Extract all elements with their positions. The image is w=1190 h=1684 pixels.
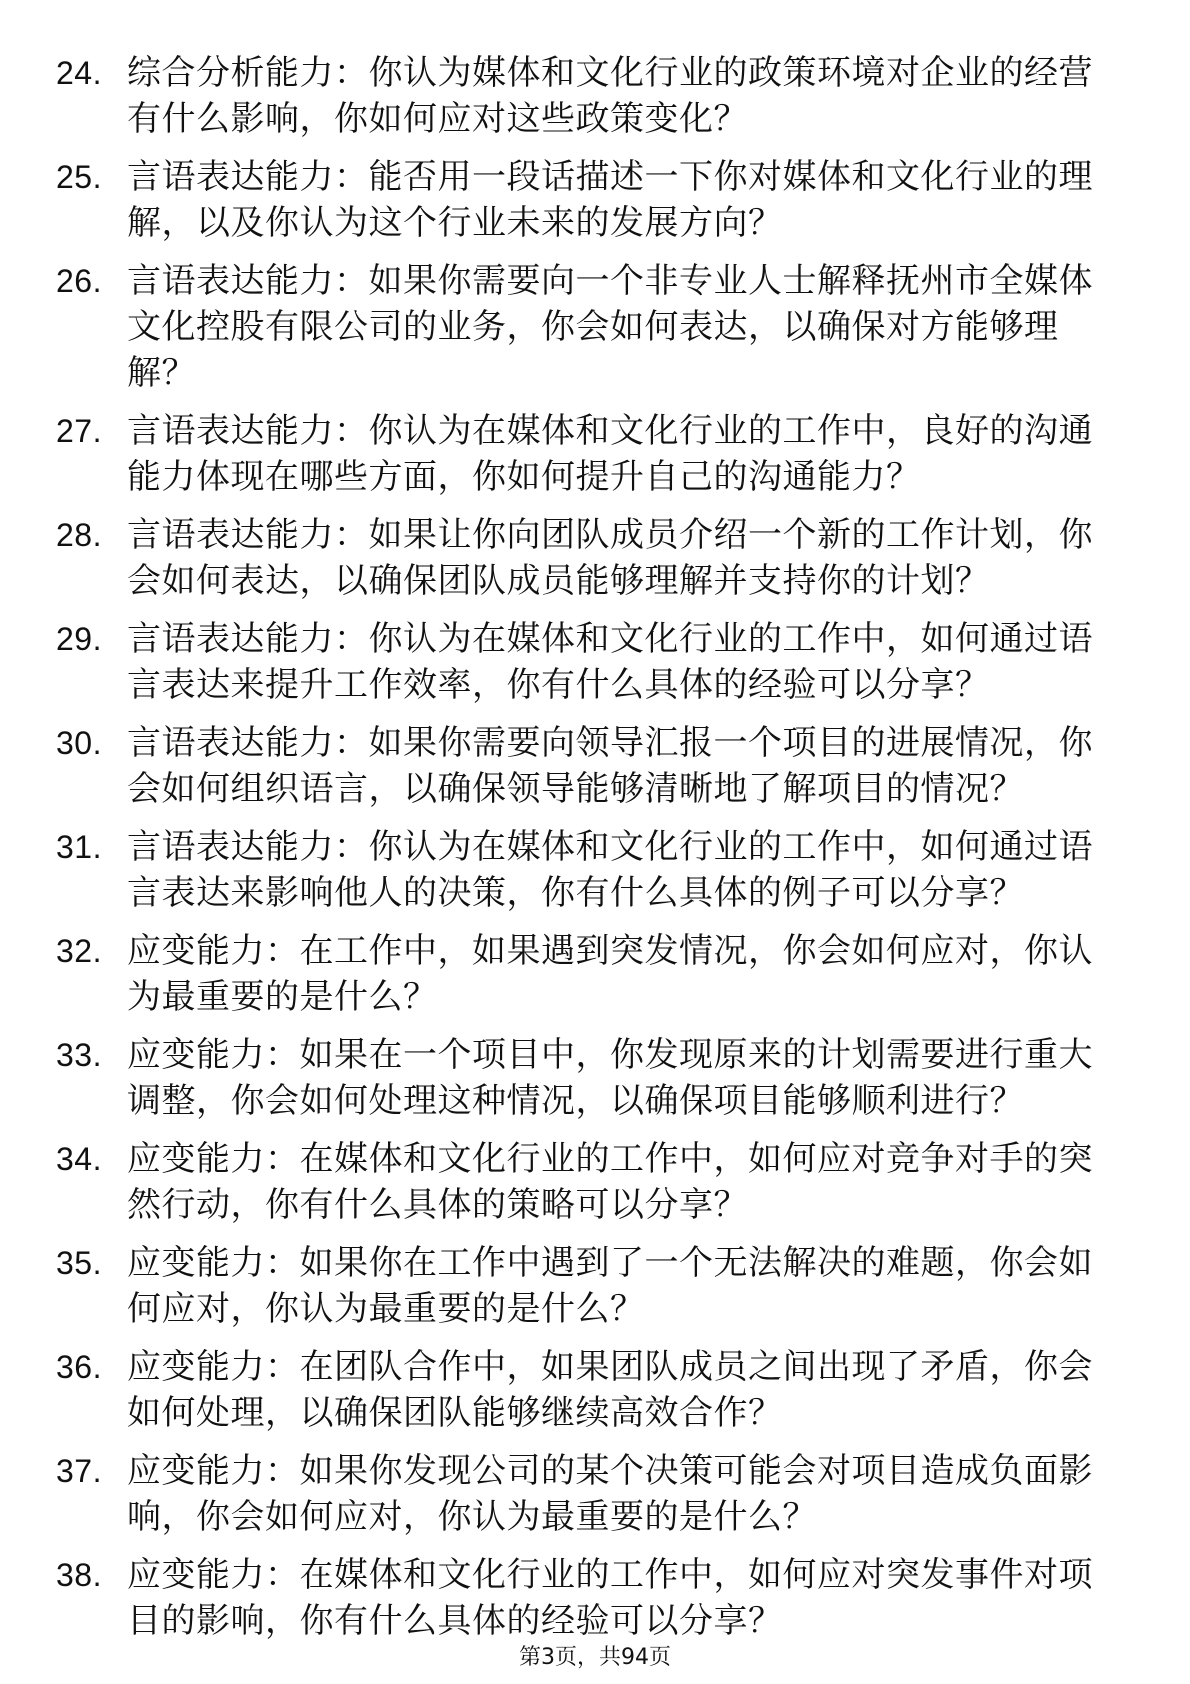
question-text: 言语表达能力：你认为在媒体和文化行业的工作中，如何通过语言表达来提升工作效率，你有什么具体的经验可以分享？ — [127, 619, 1093, 705]
question-text: 言语表达能力：你认为在媒体和文化行业的工作中，良好的沟通能力体现在哪些方面，你如何提升自己的沟通能力？ — [127, 411, 1093, 497]
question-item — [0, 1240, 1117, 1332]
question-item — [0, 50, 1117, 142]
question-text: 综合分析能力：你认为媒体和文化行业的政策环境对企业的经营有什么影响，你如何应对这些政策变化？ — [127, 53, 1093, 139]
question-text: 应变能力：如果你发现公司的某个决策可能会对项目造成负面影响，你会如何应对，你认为最重要的是什么？ — [127, 1451, 1093, 1537]
question-number: 25. — [56, 159, 102, 195]
question-text: 应变能力：在团队合作中，如果团队成员之间出现了矛盾，你会如何处理，以确保团队能够继续高效合作？ — [127, 1347, 1093, 1433]
question-text: 应变能力：在工作中，如果遇到突发情况，你会如何应对，你认为最重要的是什么？ — [127, 931, 1093, 1017]
question-text: 应变能力：如果你在工作中遇到了一个无法解决的难题，你会如何应对，你认为最重要的是什么？ — [127, 1243, 1093, 1329]
question-number: 31. — [56, 829, 102, 865]
question-item — [0, 824, 1117, 916]
question-number: 37. — [56, 1453, 102, 1489]
question-text: 言语表达能力：如果让你向团队成员介绍一个新的工作计划，你会如何表达，以确保团队成员能够理解并支持你的计划？ — [127, 515, 1093, 601]
page-number-label: 第3页，共94页 — [519, 1645, 671, 1670]
question-item — [0, 408, 1117, 500]
question-item — [0, 512, 1117, 604]
question-item — [0, 1136, 1117, 1228]
question-text: 应变能力：如果在一个项目中，你发现原来的计划需要进行重大调整，你会如何处理这种情况，以确保项目能够顺利进行？ — [127, 1035, 1093, 1121]
question-number: 33. — [56, 1037, 102, 1073]
question-item — [0, 720, 1117, 812]
question-text: 言语表达能力：能否用一段话描述一下你对媒体和文化行业的理解，以及你认为这个行业未来的发展方向？ — [127, 157, 1093, 243]
question-number: 36. — [56, 1349, 102, 1385]
question-text: 言语表达能力：如果你需要向一个非专业人士解释抚州市全媒体文化控股有限公司的业务，你会如何表达，以确保对方能够理解？ — [127, 261, 1093, 393]
question-number: 32. — [56, 933, 102, 969]
question-number: 30. — [56, 725, 102, 761]
question-item — [0, 1032, 1117, 1124]
question-item — [0, 928, 1117, 1020]
question-text: 言语表达能力：如果你需要向领导汇报一个项目的进展情况，你会如何组织语言，以确保领导能够清晰地了解项目的情况？ — [127, 723, 1093, 809]
page-footer — [0, 1640, 1190, 1671]
question-text: 言语表达能力：你认为在媒体和文化行业的工作中，如何通过语言表达来影响他人的决策，你有什么具体的例子可以分享？ — [127, 827, 1093, 913]
question-text: 应变能力：在媒体和文化行业的工作中，如何应对突发事件对项目的影响，你有什么具体的经验可以分享？ — [127, 1555, 1093, 1641]
question-item — [0, 1344, 1117, 1436]
question-number: 27. — [56, 413, 102, 449]
question-number: 34. — [56, 1141, 102, 1177]
question-text: 应变能力：在媒体和文化行业的工作中，如何应对竞争对手的突然行动，你有什么具体的策略可以分享？ — [127, 1139, 1093, 1225]
question-number: 26. — [56, 263, 102, 299]
question-list — [0, 50, 1190, 1656]
question-item — [0, 1552, 1117, 1644]
question-number: 29. — [56, 621, 102, 657]
question-number: 35. — [56, 1245, 102, 1281]
question-item — [0, 258, 1117, 396]
question-number: 28. — [56, 517, 102, 553]
question-item — [0, 154, 1117, 246]
question-item — [0, 616, 1117, 708]
question-number: 38. — [56, 1557, 102, 1593]
question-number: 24. — [56, 55, 102, 91]
question-item — [0, 1448, 1117, 1540]
